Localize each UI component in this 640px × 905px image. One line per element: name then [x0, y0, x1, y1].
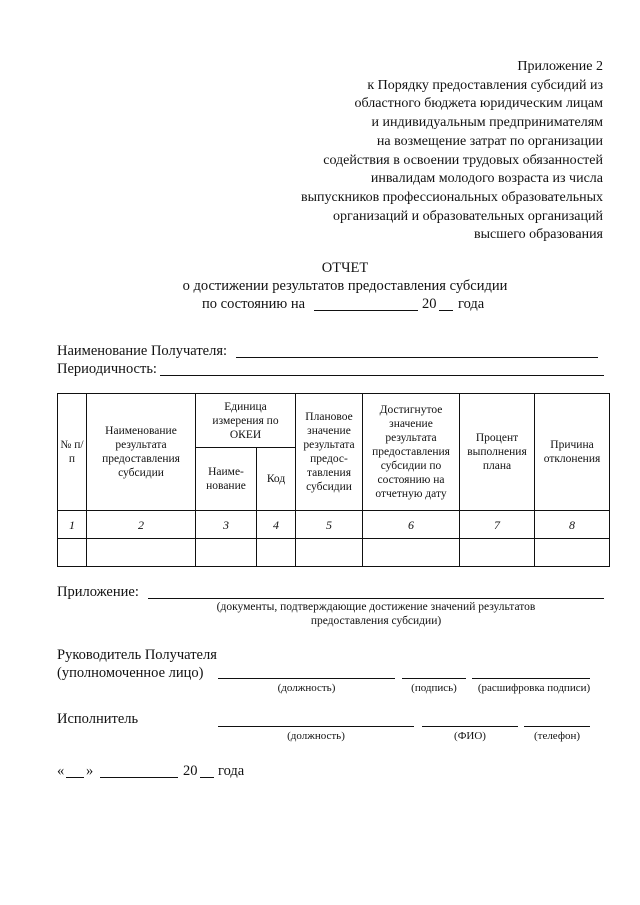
head-label-note: (уполномоченное лицо) [57, 665, 204, 681]
appendix-line: к Порядку предоставления субсидий из [367, 77, 603, 93]
report-table [57, 393, 610, 567]
column-number: 1 [58, 511, 87, 539]
footer-year-field[interactable] [200, 777, 214, 778]
table-cell[interactable] [196, 539, 257, 567]
attachment-caption-1: (документы, подтверждающие достижение значений результатов [216, 601, 536, 613]
report-year-field[interactable] [439, 310, 453, 311]
header-unit-name: Наиме-нование [196, 448, 257, 511]
header-planned: Плановое значение результата предос-тавления субсидии [296, 394, 363, 511]
periodicity-label: Периодичность: [57, 361, 157, 377]
report-subtitle: о достижении результатов предоставления субсидии [182, 278, 508, 294]
column-number: 6 [363, 511, 460, 539]
footer-close-quote: » [86, 763, 94, 779]
appendix-line: на возмещение затрат по организации [376, 133, 603, 149]
report-year-suffix: года [458, 296, 485, 312]
periodicity-field[interactable] [160, 375, 604, 376]
appendix-header [243, 58, 603, 245]
head-label: Руководитель Получателя [57, 647, 217, 663]
appendix-line: выпускников профессиональных образовательных [300, 189, 603, 205]
table-cell[interactable] [296, 539, 363, 567]
table-cell[interactable] [58, 539, 87, 567]
executor-position-caption: (должность) [287, 730, 345, 742]
header-unit-code: Код [257, 448, 296, 511]
report-title: ОТЧЕТ [321, 260, 369, 276]
header-unit: Единица измерения по ОКЕИ [196, 394, 296, 448]
report-date-label: по состоянию на [202, 296, 306, 312]
report-year-prefix: 20 [422, 296, 437, 312]
appendix-line: содействия в освоении трудовых обязанностей [323, 152, 603, 168]
footer-open-quote: « [57, 763, 65, 779]
column-number: 3 [196, 511, 257, 539]
table-cell[interactable] [363, 539, 460, 567]
head-signature-field[interactable] [402, 678, 466, 679]
footer-month-field[interactable] [100, 777, 178, 778]
executor-phone-field[interactable] [524, 726, 590, 727]
head-position-caption: (должность) [277, 682, 336, 694]
report-date-field[interactable] [314, 310, 418, 311]
recipient-name-label: Наименование Получателя: [57, 343, 228, 359]
executor-position-field[interactable] [218, 726, 414, 727]
column-number: 7 [460, 511, 535, 539]
column-number: 5 [296, 511, 363, 539]
header-result-name: Наименование результата предоставления субсидии [87, 394, 196, 511]
table-cell[interactable] [87, 539, 196, 567]
header-achieved: Достигнутое значение результата предоставления субсидии по состоянию на отчетную дату [363, 394, 460, 511]
column-number: 2 [87, 511, 196, 539]
appendix-line: высшего образования [474, 227, 603, 243]
footer-year-suffix: года [218, 763, 245, 779]
table-cell[interactable] [535, 539, 610, 567]
header-percent: Процент выполнения плана [460, 394, 535, 511]
appendix-line: и индивидуальным предпринимателям [371, 115, 603, 131]
appendix-line: Приложение 2 [517, 59, 603, 74]
executor-fio-field[interactable] [422, 726, 518, 727]
head-decoding-field[interactable] [472, 678, 590, 679]
attachment-field[interactable] [148, 598, 604, 599]
attachment-caption-2: предоставления субсидии) [310, 615, 442, 627]
table-row [58, 539, 610, 567]
footer-day-field[interactable] [66, 777, 84, 778]
executor-phone-caption: (телефон) [533, 730, 581, 742]
footer-year-prefix: 20 [183, 763, 198, 779]
head-position-field[interactable] [218, 678, 395, 679]
head-decoding-caption: (расшифровка подписи) [477, 682, 591, 694]
attachment-label: Приложение: [57, 584, 139, 600]
column-number: 8 [535, 511, 610, 539]
recipient-name-field[interactable] [236, 357, 598, 358]
head-signature-caption: (подпись) [411, 682, 457, 694]
header-num: № п/п [58, 394, 87, 511]
appendix-line: областного бюджета юридическим лицам [354, 96, 603, 112]
table-cell[interactable] [460, 539, 535, 567]
executor-fio-caption: (ФИО) [454, 730, 486, 742]
column-number: 4 [257, 511, 296, 539]
table-cell[interactable] [257, 539, 296, 567]
appendix-line: организаций и образовательных организаций [333, 208, 603, 224]
appendix-line: инвалидам молодого возраста из числа [370, 171, 603, 187]
executor-label: Исполнитель [57, 711, 139, 727]
header-reason: Причина отклонения [535, 394, 610, 511]
